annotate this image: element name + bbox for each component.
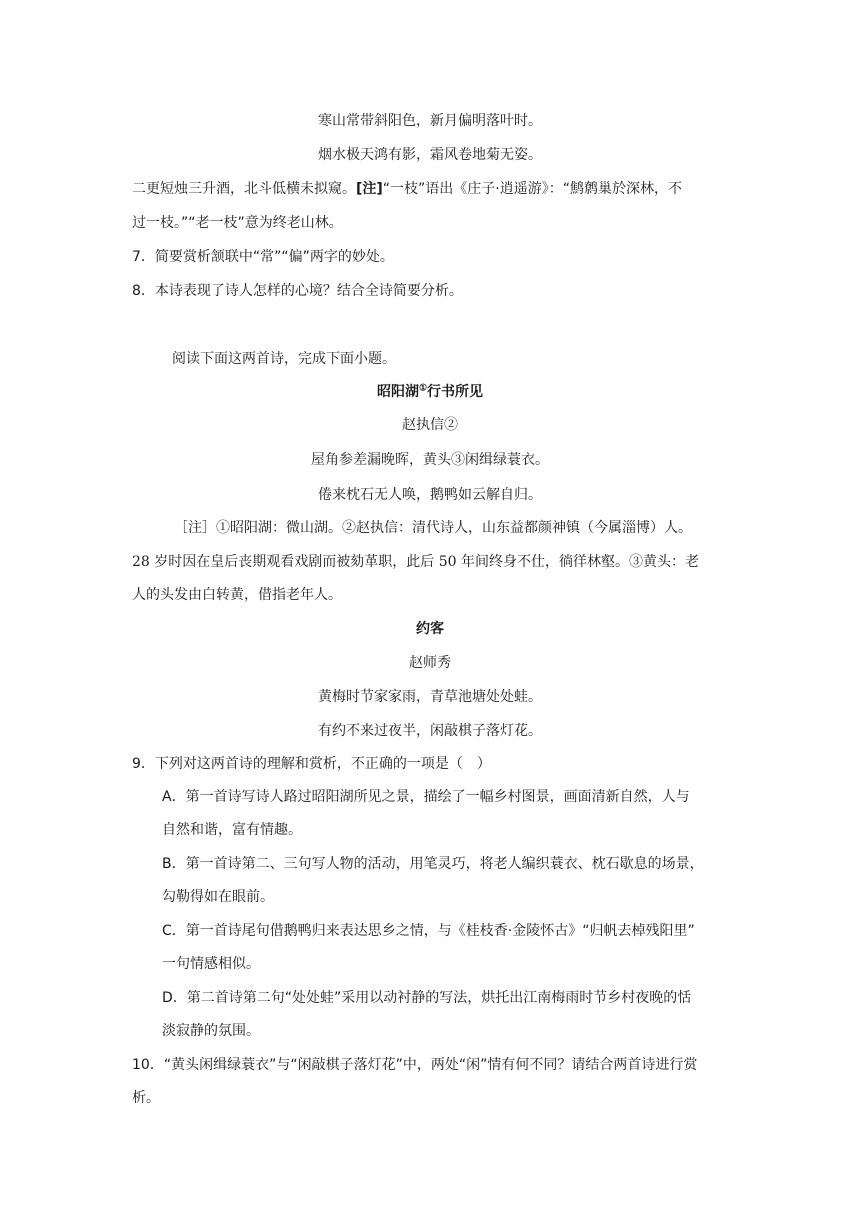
poem2-line-1-b: 闲缉绿蓑衣。 bbox=[465, 452, 549, 468]
poem3-line-1: 黄梅时节家家雨，青草池塘处处蛙。 bbox=[318, 689, 542, 705]
question-10-line-1: 10．“黄头闲缉绿蓑衣”与“闲敲棋子落灯花”中，两处“闲”情有何不同？请结合两首诗进行赏 bbox=[132, 1057, 698, 1073]
question-10-line-2: 析。 bbox=[132, 1090, 160, 1106]
option-d-line-2: 淡寂静的氛围。 bbox=[162, 1023, 260, 1039]
poem2-title-footnote-mark: ① bbox=[418, 383, 428, 394]
note-text-2: 过一枝。”“老一枝”意为终老山林。 bbox=[132, 215, 343, 231]
option-c-line-2: 一句情感相似。 bbox=[162, 956, 260, 972]
option-d-line-1: D．第二首诗第二句“处处蛙”采用以动衬静的写法，烘托出江南梅雨时节乡村夜晚的恬 bbox=[162, 990, 692, 1006]
poem2-line-1 bbox=[0, 450, 860, 470]
question-8: 8．本诗表现了诗人怎样的心境？结合全诗简要分析。 bbox=[132, 283, 463, 299]
poem2-author-footnote-mark: ② bbox=[444, 417, 458, 433]
poem2-author-name: 赵执信 bbox=[402, 417, 444, 433]
poem3-author: 赵师秀 bbox=[409, 655, 451, 671]
option-b-line-1: B．第一首诗第二、三句写人物的活动，用笔灵巧，将老人编织蓑衣、枕石歇息的场景， bbox=[162, 856, 704, 872]
note-text-1: “一枝”语出《庄子·逍遥游》：“鹪鹩巢於深林，不 bbox=[382, 181, 683, 197]
poem1-line-2: 烟水极天鸿有影，霜风卷地菊无姿。 bbox=[318, 147, 542, 163]
poem2-note-2: 28 岁时因在皇后丧期观看戏剧而被劾革职，此后 50 年间终身不仕，徜徉林壑。③黄头：老 bbox=[132, 554, 699, 570]
option-a-line-1: A．第一首诗写诗人路过昭阳湖所见之景，描绘了一幅乡村图景，画面清新自然，人与 bbox=[162, 789, 690, 805]
poem2-title-main: 昭阳湖 bbox=[376, 384, 419, 400]
question-7: 7．简要赏析颔联中“常”“偏”两字的妙处。 bbox=[132, 249, 394, 265]
poem2-note-3: 人的头发由白转黄，借指老年人。 bbox=[132, 587, 342, 603]
poem3-title: 约客 bbox=[416, 621, 444, 637]
poem2-author bbox=[0, 415, 860, 435]
poem1-line-3: 二更短烛三升酒，北斗低横未拟窥。 bbox=[132, 181, 356, 197]
option-a-line-2: 自然和谐，富有情趣。 bbox=[162, 822, 302, 838]
question-9-stem: 9．下列对这两首诗的理解和赏析，不正确的一项是（ ） bbox=[132, 756, 491, 772]
poem2-note-1: ［注］①昭阳湖：微山湖。②赵执信：清代诗人，山东益都颜神镇（今属淄博）人。 bbox=[174, 520, 692, 536]
poem2-title-rest: 行书所见 bbox=[427, 384, 484, 400]
poem1-line-1: 寒山常带斜阳色，新月偏明落叶时。 bbox=[318, 113, 542, 129]
note-tag: [注] bbox=[356, 181, 383, 197]
poem3-line-2: 有约不来过夜半，闲敲棋子落灯花。 bbox=[318, 723, 542, 739]
poem2-line-1-a: 屋角参差漏晚晖，黄头 bbox=[311, 452, 451, 468]
poem1-line-3-with-note bbox=[132, 179, 682, 199]
poem2-line-2: 倦来枕石无人唤，鹅鸭如云解自归。 bbox=[318, 487, 542, 503]
reading-instruction: 阅读下面这两首诗，完成下面小题。 bbox=[172, 351, 396, 367]
poem2-title bbox=[0, 382, 860, 402]
option-c-line-1: C．第一首诗尾句借鹅鸭归来表达思乡之情，与《桂枝香·金陵怀古》“归帆去棹残阳里” bbox=[162, 923, 695, 939]
poem2-line-1-footnote-mark: ③ bbox=[451, 452, 465, 468]
option-b-line-2: 勾勒得如在眼前。 bbox=[162, 889, 274, 905]
